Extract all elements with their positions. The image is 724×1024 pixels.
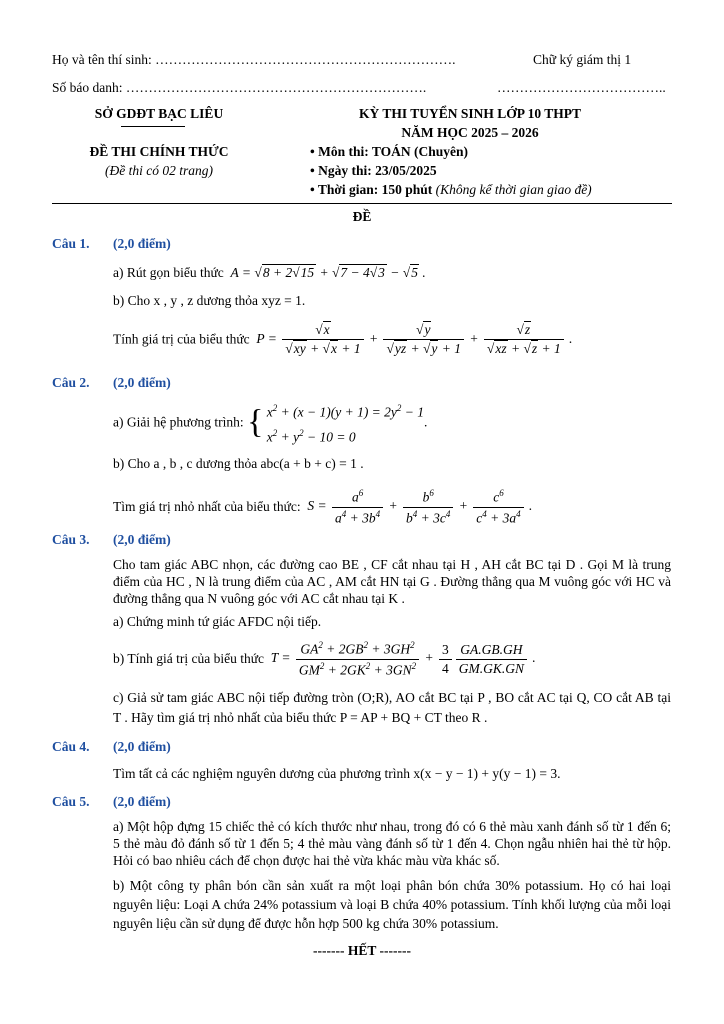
question-5-label: Câu 5. [52,794,90,809]
q2-a-text: a) Giải hệ phương trình: [113,414,244,430]
question-3-label: Câu 3. [52,532,90,547]
q1-a-expression: A = √8 + 2√15 + √7 − 4√3 − √5 . [227,265,426,280]
question-4-label: Câu 4. [52,739,90,754]
q2-part-b: b) Cho a , b , c dương thỏa abc(a + b + c) = 1 . [113,456,364,471]
question-1-points: (2,0 điểm) [113,236,171,251]
registration-number-line: Số báo danh: …………………………………………………………. [52,80,427,95]
q5-part-a: a) Một hộp đựng 15 chiếc thẻ có kích thước như nhau, trong đó có 6 thẻ màu xanh đánh số từ 1 đến 6; 5 thẻ màu đỏ đánh số từ 1 đến 5; 4 thẻ màu vàng đánh số từ 1 đến 4. Chọn ngẫu nhiên hai thẻ từ hộp. Hỏi có bao nhiêu cách để chọn được hai thẻ vừa khác màu vừa khác số. [113,819,671,868]
pages-note: (Đề thi có 02 trang) [105,163,213,178]
header-divider [52,203,672,204]
q2-b2-text: Tìm giá trị nhỏ nhất của biểu thức: [113,499,301,514]
q3-part-b [113,640,536,678]
q3-part-a: a) Chứng minh tứ giác AFDC nội tiếp. [113,614,322,629]
q4-text: Tìm tất cả các nghiệm nguyên dương của phương trình x(x − y − 1) + y(y − 1) = 3. [113,766,561,781]
q2-part-b2 [113,488,532,526]
subject-line: • Môn thi: TOÁN (Chuyên) [310,144,468,159]
q1-a-text: a) Rút gọn biểu thức [113,265,224,280]
candidate-name-line: Họ và tên thí sinh: …………………………………………………………. [52,52,456,67]
q2-a-system: $x^2 + (x - 1)(y + 1) = 2y^2 - 1$ $x^2 + y^2 - 10 = 0$ [266,403,425,444]
question-5-points: (2,0 điểm) [113,794,171,809]
q5-part-b: b) Một công ty phân bón cần sản xuất ra một loại phân bón chứa 30% potassium. Họ có hai loại nguyên liệu: Loại A chứa 24% potassium và loại B chứa 40% potassium. Tính khối lượng của mỗi loại nguyên liệu cần sử dụng để được hỗn hợp 500 kg chứa 30% potassium. [113,878,671,931]
q1-part-a [113,265,426,281]
exam-title: KỲ THI TUYỂN SINH LỚP 10 THPT [358,106,582,121]
q3-b-expression: T = $\frac{GA^2 + 2GB^2 + 3GH^2}{GM^2 + 2GK^2 + 3GN^2}$ + $\frac{3}{4}$ $\frac{GA.GB.GH}{GM.GK.GN}$ . [267,640,536,677]
q1-b2-text: Tính giá trị của biểu thức [113,331,250,347]
question-2-label: Câu 2. [52,375,90,390]
q1-part-b: b) Cho x , y , z dương thỏa xyz = 1. [113,293,306,308]
q2-part-a: a) Giải hệ phương trình: { $x^2 + (x - 1)(y + 1) = 2y^2 - 1$ $x^2 + y^2 - 10 = 0$. [113,398,427,447]
question-4-points: (2,0 điểm) [113,739,171,754]
question-1-label: Câu 1. [52,236,90,251]
time-label: • Thời gian: 150 phút [310,182,433,197]
q3-part-c: c) Giả sử tam giác ABC nội tiếp đường tròn (O;R), AO cắt BC tại P , BO cắt AC tại Q, CO cắt AB tại T . Hãy tìm giá trị nhỏ nhất của biểu thức P = AP + BQ + CT theo R . [113,690,671,725]
q2-b2-expression: S = $\frac{a^6}{a^4 + 3b^4}$ + $\frac{b^6}{b^4 + 3c^4}$ + $\frac{c^6}{c^4 + 3a^4}$ . [304,488,533,525]
q1-part-b2 [113,322,573,357]
q1-b2-expression: P = $\frac{√x}{√xy + √x + 1}$ + $\frac{√y}{√yz + √y + 1}$ + $\frac{√z}{√xz + √z + 1}$ . [253,322,573,356]
q3-intro: Cho tam giác ABC nhọn, các đường cao BE , CF cắt nhau tại H , AH cắt BC tại D . Gọi M là trung điểm của HC , N là trung điểm của AC , AM cắt HN tại G . Đường thẳng qua M vuông góc với HC và đường thẳng qua N vuông góc với AC cắt nhau tại K . [113,557,671,606]
signature-label: Chữ ký giám thị 1 [533,52,632,67]
time-line [310,182,592,198]
date-line: • Ngày thi: 23/05/2025 [310,163,437,178]
section-title: ĐỀ [352,209,372,224]
end-marker: ------- HẾT ------- [313,943,411,958]
question-2-points: (2,0 điểm) [113,375,171,390]
department-name: SỞ GDĐT BẠC LIÊU [94,106,224,121]
q3-b-text: b) Tính giá trị của biểu thức [113,651,265,666]
school-year: NĂM HỌC 2025 – 2026 [401,125,539,140]
time-note: (Không kể thời gian giao đề) [435,182,592,197]
exam-type: ĐỀ THI CHÍNH THỨC [89,144,229,159]
question-3-points: (2,0 điểm) [113,532,171,547]
signature-dots: ……………………………….. [497,80,666,95]
system-brace: { [247,403,264,441]
department-underline [121,126,185,127]
